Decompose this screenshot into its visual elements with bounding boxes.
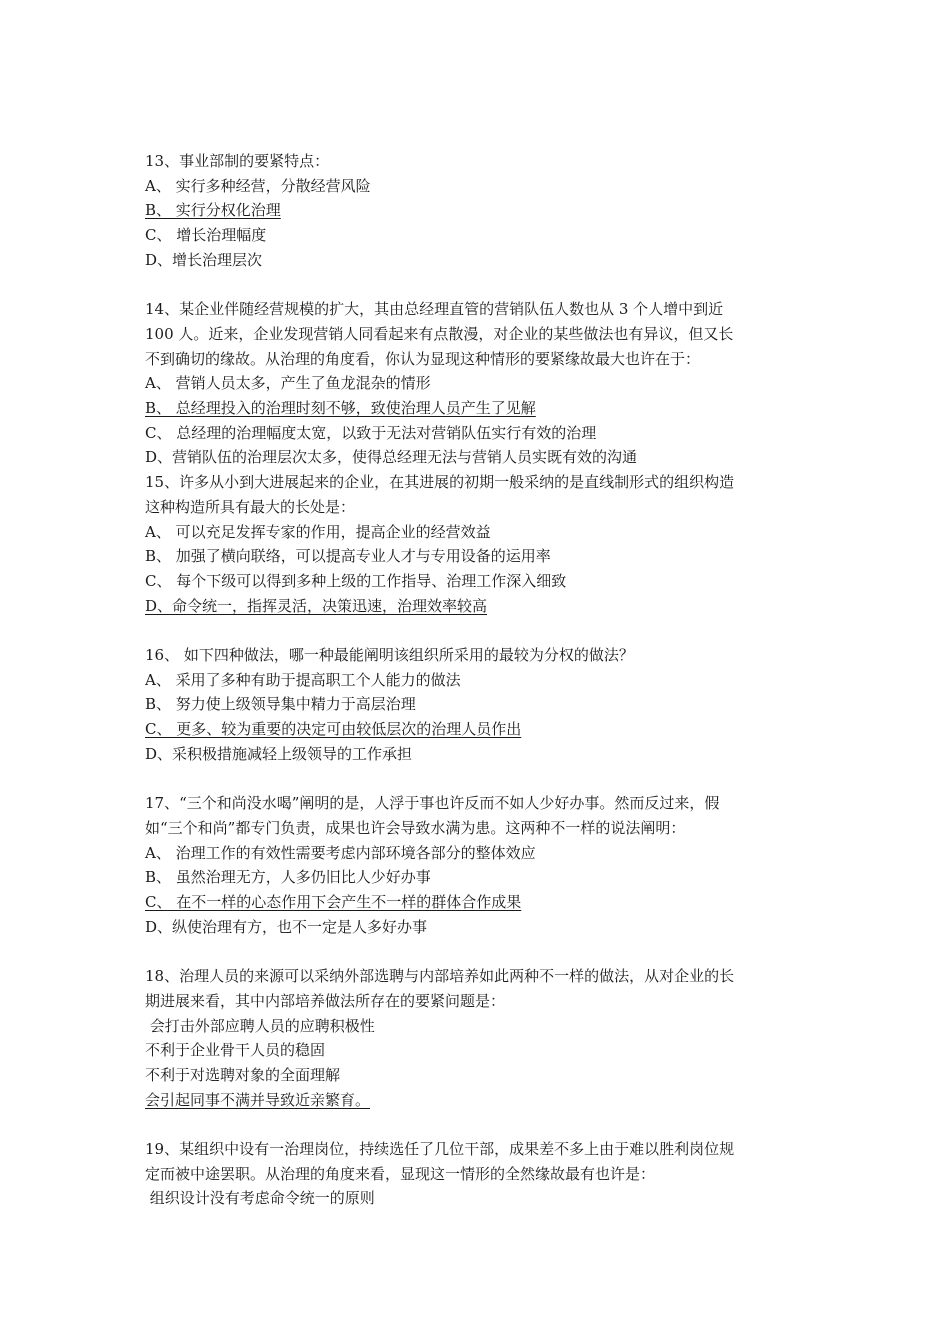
option-c: C、 增长治理幅度 (145, 226, 267, 245)
option-c-answer: C、 更多、较为重要的决定可由较低层次的治理人员作出 (145, 720, 522, 739)
question-19 (145, 1137, 810, 1211)
question-13 (145, 149, 810, 273)
question-17 (145, 791, 810, 939)
question-stem: 16、 如下四种做法，哪一种最能阐明该组织所采用的最较为分权的做法？ (145, 646, 634, 665)
option-d-answer: D、命令统一，指挥灵活，决策迅速，治理效率较高 (145, 596, 488, 615)
question-18 (145, 964, 810, 1112)
question-stem: 13、事业部制的要紧特点： (145, 152, 330, 170)
option-a: A、 治理工作的有效性需要考虑内部环境各部分的整体效应 (145, 843, 536, 862)
option-b-answer: B、 实行分权化治理 (145, 201, 281, 220)
question-stem: 不到确切的缘故。从治理的角度看，你认为显现这种情形的要紧缘故最大也许在于： (145, 349, 701, 368)
option-d: D、纵使治理有方，也不一定是人多好办事 (145, 917, 428, 936)
question-15 (145, 470, 810, 618)
question-stem: 14、某企业伴随经营规模的扩大，其由总经理直管的营销队伍人数也从 3 个人增中到近 (145, 300, 724, 319)
question-stem: 15、许多从小到大进展起来的企业，在其进展的初期一般采纳的是直线制形式的组织构造 (145, 473, 735, 492)
option-1: 会打击外部应聘人员的应聘积极性 (145, 1016, 375, 1035)
option-c-answer: C、 在不一样的心态作用下会产生不一样的群体合作成果 (145, 893, 522, 912)
option-3: 不利于对选聘对象的全面理解 (145, 1065, 341, 1084)
question-stem: 17、“三个和尚没水喝”阐明的是，人浮于事也许反而不如人少好办事。然而反过来，假 (145, 794, 720, 813)
option-2: 不利于企业骨干人员的稳固 (145, 1041, 326, 1060)
question-stem: 100 人。近来，企业发现营销人同看起来有点散漫，对企业的某些做法也有异议，但又长 (145, 324, 734, 343)
option-b: B、 虽然治理无方，人多仍旧比人少好办事 (145, 868, 431, 887)
option-a: A、 采用了多种有助于提高职工个人能力的做法 (145, 670, 461, 689)
option-d: D、营销队伍的治理层次太多，使得总经理无法与营销人员实既有效的沟通 (145, 448, 638, 467)
option-c: C、 每个下级可以得到多种上级的工作指导、治理工作深入细致 (145, 571, 567, 590)
option-b: B、 加强了横向联络，可以提高专业人才与专用设备的运用率 (145, 547, 551, 566)
question-stem: 定而被中途罢职。从治理的角度来看，显现这一情形的全然缘故最有也许是： (145, 1164, 656, 1183)
question-stem: 这种构造所具有最大的长处是： (145, 497, 356, 516)
question-16 (145, 643, 810, 767)
option-a: A、 实行多种经营，分散经营风险 (145, 176, 371, 195)
question-stem: 期进展来看，其中内部培养做法所存在的要紧问题是： (145, 991, 506, 1010)
question-stem: 19、某组织中设有一治理岗位，持续选任了几位干部，成果差不多上由于难以胜利岗位规 (145, 1140, 735, 1159)
option-1: 组织设计没有考虑命令统一的原则 (145, 1189, 375, 1208)
option-a: A、 可以充足发挥专家的作用，提高企业的经营效益 (145, 522, 491, 541)
option-4-answer: 会引起同事不满并导致近亲繁育。 (145, 1090, 371, 1109)
question-14 (145, 297, 810, 470)
question-stem: 18、治理人员的来源可以采纳外部选聘与内部培养如此两种不一样的做法，从对企业的长 (145, 967, 735, 986)
question-stem: 如“三个和尚”都专门负责，成果也许会导致水满为患。这两种不一样的说法阐明： (145, 818, 686, 837)
option-c: C、 总经理的治理幅度太宽，以致于无法对营销队伍实行有效的治理 (145, 423, 597, 442)
option-d: D、采积极措施减轻上级领导的工作承担 (145, 744, 413, 763)
option-d: D、增长治理层次 (145, 250, 263, 269)
option-b: B、 努力使上级领导集中精力于高层治理 (145, 695, 416, 714)
option-b-answer: B、 总经理投入的治理时刻不够，致使治理人员产生了见解 (145, 399, 536, 418)
option-a: A、 营销人员太多，产生了鱼龙混杂的情形 (145, 374, 431, 393)
